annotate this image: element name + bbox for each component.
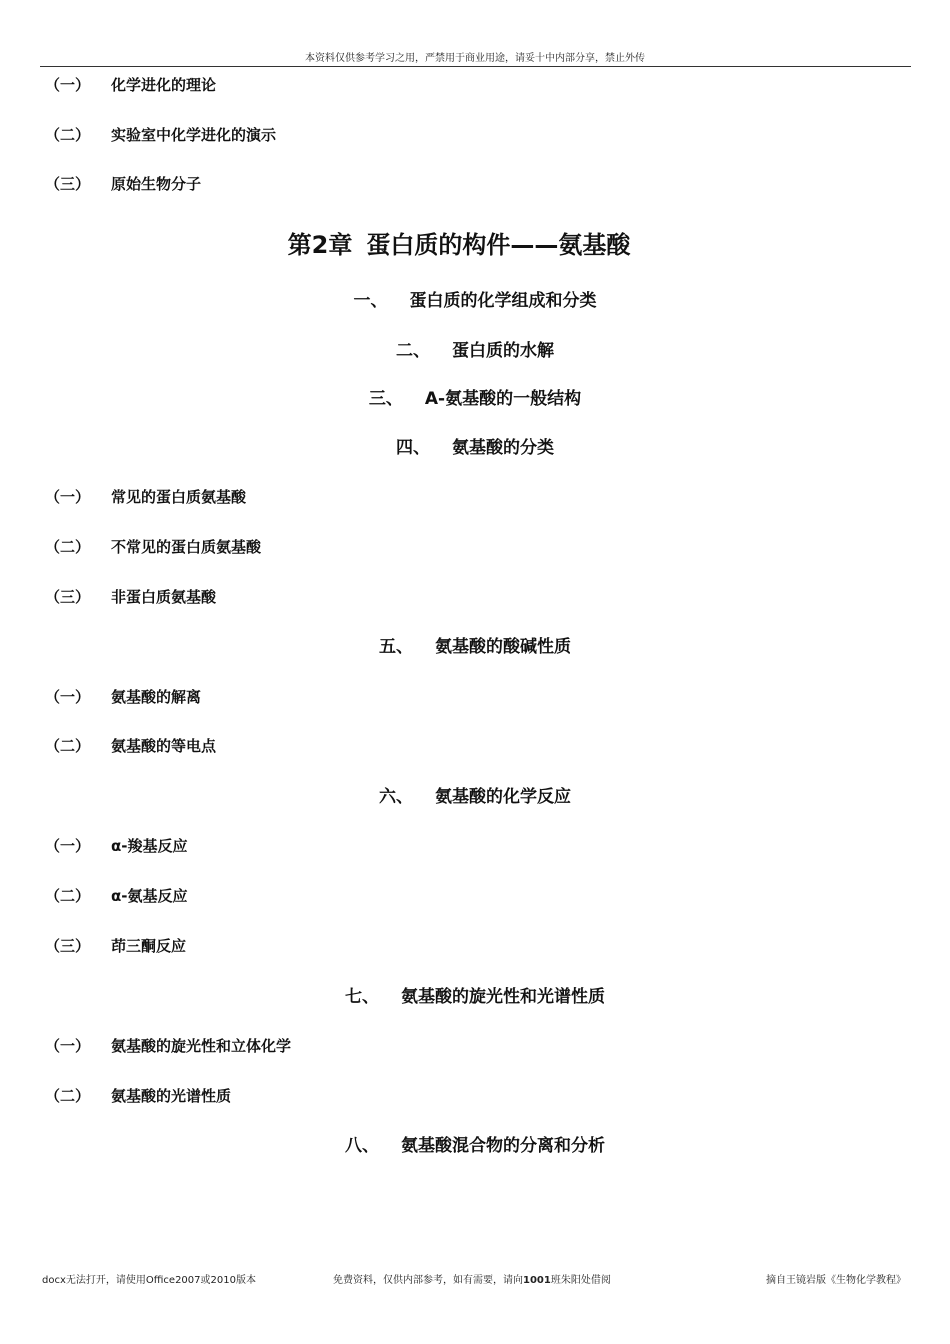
- section-title: 蛋白质的化学组成和分类: [409, 291, 597, 311]
- outline-item-text: α-羧基反应: [111, 837, 188, 855]
- outline-item-text: 常见的蛋白质氨基酸: [111, 488, 247, 506]
- section-number: 四、: [396, 438, 430, 458]
- outline-item-text: 原始生物分子: [111, 175, 202, 193]
- outline-item-number: （三）: [45, 588, 91, 606]
- section-number: 一、: [353, 291, 388, 311]
- outline-item-number: （二）: [45, 1087, 91, 1105]
- section-title: 氨基酸的化学反应: [435, 787, 571, 807]
- section-title: 氨基酸的酸碱性质: [435, 637, 571, 657]
- footer-class-number: 1001: [523, 1275, 551, 1286]
- section-heading: [0, 339, 950, 363]
- outline-item-text: 实验室中化学进化的演示: [111, 126, 277, 144]
- section-heading: [0, 387, 950, 411]
- outline-item: [45, 835, 188, 857]
- outline-item: [45, 173, 201, 195]
- section-number: 八、: [345, 1136, 379, 1156]
- section-title: 氨基酸的分类: [452, 438, 554, 458]
- outline-item-number: （二）: [45, 887, 91, 905]
- outline-item: [45, 935, 186, 957]
- chapter-heading: [0, 229, 918, 261]
- section-number: 七、: [345, 987, 379, 1007]
- outline-item: [45, 74, 216, 96]
- footer-source-note: 摘自王镜岩版《生物化学教程》: [766, 1275, 906, 1286]
- outline-item-number: （一）: [45, 1037, 91, 1055]
- section-heading: [0, 1134, 950, 1158]
- outline-item-number: （二）: [45, 737, 91, 755]
- outline-item-number: （二）: [45, 126, 91, 144]
- outline-item: [45, 536, 261, 558]
- outline-item-text: 氨基酸的光谱性质: [111, 1087, 232, 1105]
- section-number: 二、: [396, 341, 430, 361]
- section-title: 蛋白质的水解: [452, 341, 554, 361]
- outline-item: [45, 1085, 231, 1107]
- outline-item-number: （一）: [45, 488, 91, 506]
- outline-item: [45, 124, 276, 146]
- section-heading: [0, 985, 950, 1009]
- section-heading: [0, 635, 950, 659]
- outline-item-number: （三）: [45, 937, 91, 955]
- outline-item: [45, 735, 216, 757]
- outline-item-number: （一）: [45, 76, 91, 94]
- outline-item-number: （三）: [45, 175, 91, 193]
- outline-item-number: （一）: [45, 837, 91, 855]
- outline-item-text: 茚三酮反应: [111, 937, 187, 955]
- section-heading: [0, 436, 950, 460]
- footer-center-note: [333, 1271, 611, 1286]
- footer-left-note: docx无法打开，请使用Office2007或2010版本: [42, 1275, 256, 1286]
- section-heading: [0, 289, 950, 313]
- section-heading: [0, 785, 950, 809]
- outline-item: [45, 486, 246, 508]
- outline-item: [45, 686, 201, 708]
- footer-center-pre: 免费资料，仅供内部参考，如有需要，请向: [333, 1275, 523, 1286]
- outline-item-number: （一）: [45, 688, 91, 706]
- section-number: 三、: [368, 389, 403, 409]
- outline-item-number: （二）: [45, 538, 91, 556]
- outline-item: [45, 885, 188, 907]
- section-title: 氨基酸的旋光性和光谱性质: [401, 987, 605, 1007]
- outline-item-text: 氨基酸的旋光性和立体化学: [111, 1037, 292, 1055]
- outline-item-text: 化学进化的理论: [111, 76, 217, 94]
- chapter-title: 蛋白质的构件——氨基酸: [366, 231, 631, 259]
- section-number: 六、: [379, 787, 413, 807]
- section-title: 氨基酸混合物的分离和分析: [401, 1136, 605, 1156]
- section-number: 五、: [379, 637, 413, 657]
- outline-item-text: 不常见的蛋白质氨基酸: [111, 538, 262, 556]
- outline-item-text: 氨基酸的解离: [111, 688, 202, 706]
- footer-center-post: 班朱阳处借阅: [550, 1275, 611, 1286]
- outline-item: [45, 1035, 291, 1057]
- outline-item-text: 非蛋白质氨基酸: [111, 588, 217, 606]
- header-note: 本资料仅供参考学习之用，严禁用于商业用途，请妥十中内部分享，禁止外传: [305, 53, 645, 64]
- header-divider: [40, 66, 911, 67]
- outline-item-text: 氨基酸的等电点: [111, 737, 217, 755]
- outline-item-text: α-氨基反应: [111, 887, 188, 905]
- section-title: A-氨基酸的一般结构: [424, 389, 582, 409]
- chapter-number: 第2章: [287, 231, 353, 259]
- outline-item: [45, 586, 216, 608]
